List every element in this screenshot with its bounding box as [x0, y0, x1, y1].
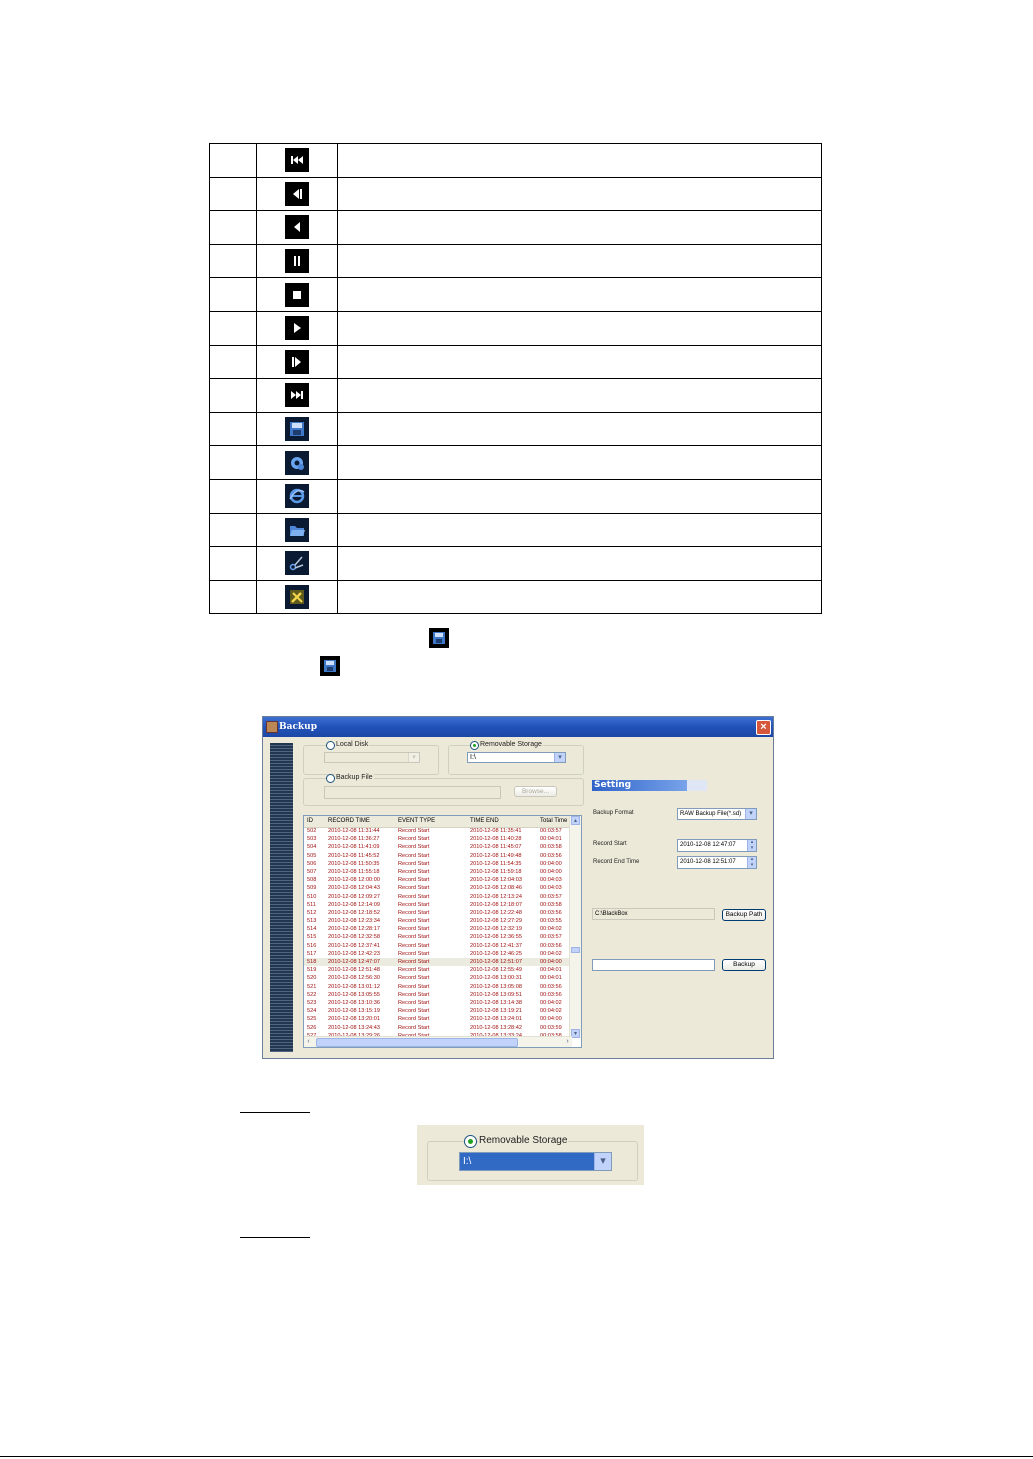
icon-number-cell — [210, 345, 257, 379]
icon-cell — [257, 412, 338, 446]
stop-icon — [285, 283, 309, 307]
icon-number-cell — [210, 412, 257, 446]
icon-number-cell — [210, 446, 257, 480]
save-backup-icon — [429, 628, 449, 648]
table-cell: 2010-12-08 12:09:27 — [328, 893, 380, 900]
table-row[interactable] — [304, 843, 571, 851]
table-cell: 515 — [307, 934, 317, 941]
table-cell: 2010-12-08 13:14:38 — [470, 999, 522, 1006]
table-cell: 2010-12-08 12:56:30 — [328, 975, 380, 982]
column-header-time-end[interactable]: TIME END — [470, 818, 499, 824]
play-icon — [285, 316, 309, 340]
table-cell: 2010-12-08 11:45:07 — [470, 844, 522, 851]
table-cell: 517 — [307, 950, 317, 957]
table-cell: 514 — [307, 926, 317, 933]
icon-table-row — [210, 412, 822, 446]
icon-cell — [257, 345, 338, 379]
scroll-right-icon[interactable]: › — [566, 1038, 569, 1045]
table-cell: Record Start — [398, 918, 430, 925]
save-backup-icon — [285, 417, 309, 441]
table-cell: 2010-12-08 11:55:18 — [328, 868, 380, 875]
column-header-total-time[interactable]: Total Time — [540, 818, 568, 824]
table-cell: 00:03:59 — [540, 1024, 562, 1031]
table-cell: 522 — [307, 991, 317, 998]
table-row[interactable] — [304, 901, 571, 909]
table-cell: 2010-12-08 11:41:09 — [328, 844, 380, 851]
table-cell: 512 — [307, 909, 317, 916]
table-cell: 00:03:57 — [540, 828, 562, 834]
icon-table-row — [210, 311, 822, 345]
table-cell: 00:04:01 — [540, 836, 562, 843]
table-cell: 2010-12-08 11:45:52 — [328, 852, 380, 859]
table-cell: 00:04:02 — [540, 926, 562, 933]
table-cell: Record Start — [398, 868, 430, 875]
setting-title-underline — [687, 780, 707, 791]
table-row[interactable] — [304, 983, 571, 991]
table-cell: Record Start — [398, 844, 430, 851]
table-cell: 521 — [307, 983, 317, 990]
icon-number-cell — [210, 144, 257, 178]
skip-to-end-icon — [285, 383, 309, 407]
list-rows — [304, 827, 571, 1040]
table-cell: 2010-12-08 12:00:00 — [328, 877, 380, 884]
icon-description-cell — [338, 513, 822, 547]
table-cell: 2010-12-08 12:55:49 — [470, 967, 522, 974]
icon-description-cell — [338, 244, 822, 278]
table-cell: 00:03:57 — [540, 893, 562, 900]
table-cell: 2010-12-08 13:00:31 — [470, 975, 522, 982]
icon-description-cell — [338, 345, 822, 379]
icon-number-cell — [210, 278, 257, 312]
icon-description-cell — [338, 446, 822, 480]
play-reverse-icon — [285, 215, 309, 239]
table-cell: Record Start — [398, 934, 430, 941]
icon-cell — [257, 177, 338, 211]
local-disk-radio[interactable] — [326, 741, 335, 750]
removable-storage-closeup — [417, 1125, 644, 1185]
vertical-scroll-thumb[interactable] — [571, 947, 580, 953]
table-cell: 00:04:02 — [540, 1008, 562, 1015]
internet-explorer-icon — [285, 484, 309, 508]
icon-table-row — [210, 278, 822, 312]
table-cell: 2010-12-08 13:24:01 — [470, 1016, 522, 1023]
removable-storage-select[interactable] — [467, 752, 566, 763]
table-row[interactable] — [304, 999, 571, 1007]
icon-description-cell — [338, 412, 822, 446]
icon-description-cell — [338, 177, 822, 211]
table-cell: 00:04:02 — [540, 999, 562, 1006]
table-cell: 00:03:58 — [540, 844, 562, 851]
table-cell: 00:03:56 — [540, 942, 562, 949]
backup-progress-bar — [592, 959, 715, 971]
table-cell: 2010-12-08 13:05:08 — [470, 983, 522, 990]
table-cell: Record Start — [398, 885, 430, 892]
table-cell: Record Start — [398, 991, 430, 998]
icon-number-cell — [210, 244, 257, 278]
table-cell: 2010-12-08 11:35:41 — [470, 828, 522, 834]
title-bar — [263, 717, 773, 737]
chevron-down-icon: ▾ — [554, 753, 565, 762]
column-header-event-type[interactable]: EVENT TYPE — [398, 818, 436, 824]
table-row[interactable] — [304, 860, 571, 868]
text-underline — [240, 1237, 310, 1238]
table-cell: 503 — [307, 836, 317, 843]
spin-down-icon[interactable]: ▾ — [747, 846, 756, 852]
icon-number-cell — [210, 479, 257, 513]
table-cell: 00:04:02 — [540, 950, 562, 957]
table-cell: 00:03:56 — [540, 983, 562, 990]
table-row[interactable] — [304, 958, 571, 966]
table-row[interactable] — [304, 991, 571, 999]
removable-storage-value: I:\ — [463, 1156, 472, 1167]
table-cell: Record Start — [398, 983, 430, 990]
horizontal-scroll-thumb[interactable] — [316, 1038, 518, 1047]
table-cell: 2010-12-08 12:23:34 — [328, 918, 380, 925]
table-cell: 502 — [307, 828, 317, 834]
table-cell: 2010-12-08 12:13:24 — [470, 893, 522, 900]
removable-storage-radio[interactable] — [470, 741, 479, 750]
icon-table-row — [210, 547, 822, 581]
column-header-id[interactable]: ID — [307, 818, 313, 824]
scroll-up-icon[interactable]: ▴ — [571, 816, 580, 825]
table-row[interactable] — [304, 942, 571, 950]
table-cell: 00:03:55 — [540, 918, 562, 925]
table-cell: 2010-12-08 12:18:07 — [470, 901, 522, 908]
table-cell: 2010-12-08 12:04:03 — [470, 877, 522, 884]
table-cell: 2010-12-08 13:09:51 — [470, 991, 522, 998]
table-row[interactable] — [304, 925, 571, 933]
record-end-time-label: Record End Time — [593, 859, 640, 865]
local-disk-label: Local Disk — [336, 741, 369, 748]
table-cell: 511 — [307, 901, 316, 908]
spin-up-icon[interactable]: ▴ — [747, 857, 756, 863]
scroll-left-icon[interactable]: ‹ — [307, 1038, 310, 1045]
table-cell: 00:04:00 — [540, 860, 562, 867]
table-cell: 00:03:56 — [540, 909, 562, 916]
icon-number-cell — [210, 580, 257, 614]
icon-table-row — [210, 211, 822, 245]
table-cell: 505 — [307, 852, 317, 859]
icon-description-cell — [338, 479, 822, 513]
side-strip — [270, 743, 293, 1052]
table-cell: 2010-12-08 12:28:17 — [328, 926, 380, 933]
local-disk-select[interactable] — [324, 752, 420, 763]
table-cell: 504 — [307, 844, 317, 851]
table-cell: 2010-12-08 12:37:41 — [328, 942, 380, 949]
table-cell: 00:04:00 — [540, 959, 562, 965]
icon-number-cell — [210, 547, 257, 581]
close-icon: × — [760, 721, 767, 733]
table-row[interactable] — [304, 950, 571, 958]
icon-cell — [257, 211, 338, 245]
icon-number-cell — [210, 513, 257, 547]
table-cell: 2010-12-08 13:20:01 — [328, 1016, 380, 1023]
table-cell: Record Start — [398, 926, 430, 933]
pause-icon — [285, 249, 309, 273]
removable-storage-value: I:\ — [470, 754, 476, 761]
table-cell: 2010-12-08 13:19:21 — [470, 1008, 522, 1015]
record-end-time-spinner[interactable] — [677, 856, 757, 869]
record-start-label: Record Start — [593, 841, 627, 847]
icon-table-row — [210, 345, 822, 379]
table-cell: Record Start — [398, 942, 430, 949]
icon-table-row — [210, 244, 822, 278]
table-cell: 2010-12-08 12:22:48 — [470, 909, 522, 916]
table-row[interactable] — [304, 966, 571, 974]
table-cell: 00:04:03 — [540, 877, 562, 884]
table-cell: Record Start — [398, 860, 430, 867]
spin-down-icon[interactable]: ▾ — [747, 863, 756, 869]
backup-path-input[interactable] — [592, 908, 715, 920]
table-cell: 00:03:56 — [540, 991, 562, 998]
table-cell: Record Start — [398, 975, 430, 982]
icon-cell — [257, 144, 338, 178]
table-cell: 523 — [307, 999, 317, 1006]
table-row[interactable] — [304, 1007, 571, 1015]
app-icon — [266, 721, 278, 733]
chevron-down-icon: ▾ — [594, 1153, 611, 1170]
skip-to-start-icon — [285, 148, 309, 172]
table-cell: Record Start — [398, 828, 430, 834]
table-cell: 2010-12-08 12:42:23 — [328, 950, 380, 957]
icon-table-row — [210, 580, 822, 614]
table-cell: 2010-12-08 11:49:48 — [470, 852, 522, 859]
table-cell: 2010-12-08 12:51:48 — [328, 967, 380, 974]
record-list[interactable] — [303, 815, 582, 1048]
table-cell: 2010-12-08 12:27:29 — [470, 918, 522, 925]
table-cell: Record Start — [398, 901, 430, 908]
table-row[interactable] — [304, 893, 571, 901]
backup-button[interactable]: Backup — [722, 959, 766, 971]
window-title: Backup — [279, 722, 317, 732]
table-cell: 2010-12-08 13:15:19 — [328, 1008, 380, 1015]
icon-description-cell — [338, 379, 822, 413]
icon-table-row — [210, 144, 822, 178]
table-row[interactable] — [304, 884, 571, 892]
table-cell: 00:04:03 — [540, 885, 562, 892]
table-cell: 2010-12-08 11:31:44 — [328, 828, 380, 834]
table-cell: 509 — [307, 885, 317, 892]
table-cell: Record Start — [398, 877, 430, 884]
tools-icon — [285, 585, 309, 609]
browse-button[interactable]: Browse... — [514, 786, 557, 797]
icon-description-cell — [338, 278, 822, 312]
table-cell: 2010-12-08 12:32:19 — [470, 926, 522, 933]
icon-description-cell — [338, 547, 822, 581]
table-cell: 2010-12-08 12:04:43 — [328, 885, 380, 892]
table-row[interactable] — [304, 868, 571, 876]
horizontal-scrollbar[interactable] — [304, 1036, 572, 1047]
table-cell: 2010-12-08 12:51:07 — [470, 959, 522, 965]
table-row[interactable] — [304, 933, 571, 941]
table-cell: 513 — [307, 918, 317, 925]
table-cell: Record Start — [398, 836, 430, 843]
table-cell: 2010-12-08 11:50:35 — [328, 860, 380, 867]
backup-path-button[interactable]: Backup Path — [722, 909, 766, 921]
table-cell: 2010-12-08 12:36:55 — [470, 934, 522, 941]
table-row[interactable] — [304, 835, 571, 843]
icon-cell — [257, 547, 338, 581]
table-cell: 2010-12-08 11:54:35 — [470, 860, 522, 867]
table-row[interactable] — [304, 917, 571, 925]
icon-description-cell — [338, 144, 822, 178]
icon-number-cell — [210, 211, 257, 245]
table-cell: 2010-12-08 12:47:07 — [328, 959, 380, 965]
icon-table-row — [210, 379, 822, 413]
backup-format-select[interactable] — [677, 808, 757, 820]
table-cell: 2010-12-08 13:28:42 — [470, 1024, 522, 1031]
icon-table-row — [210, 446, 822, 480]
step-forward-icon — [285, 350, 309, 374]
table-cell: Record Start — [398, 909, 430, 916]
icon-number-cell — [210, 311, 257, 345]
removable-storage-select[interactable] — [459, 1152, 612, 1171]
table-cell: Record Start — [398, 1024, 430, 1031]
table-cell: Record Start — [398, 893, 430, 900]
table-cell: 2010-12-08 13:01:12 — [328, 983, 380, 990]
backup-window — [262, 716, 774, 1059]
table-cell: 2010-12-08 11:40:28 — [470, 836, 522, 843]
icon-description-cell — [338, 311, 822, 345]
spin-up-icon[interactable]: ▴ — [747, 840, 756, 846]
icon-cell — [257, 244, 338, 278]
table-cell: 526 — [307, 1024, 317, 1031]
table-row[interactable] — [304, 876, 571, 884]
table-cell: 519 — [307, 967, 317, 974]
table-cell: 00:04:00 — [540, 1016, 562, 1023]
record-start-value: 2010-12-08 12:47:07 — [680, 842, 736, 848]
vertical-scrollbar[interactable] — [569, 816, 581, 1038]
record-start-spinner[interactable] — [677, 839, 757, 852]
icon-cell — [257, 311, 338, 345]
backup-file-path-input[interactable] — [324, 786, 501, 799]
icon-cell — [257, 379, 338, 413]
page-bottom-rule — [0, 1456, 1033, 1457]
scroll-down-icon[interactable]: ▾ — [571, 1029, 580, 1038]
table-cell: 00:03:56 — [540, 852, 562, 859]
table-row[interactable] — [304, 827, 571, 835]
column-header-record-time[interactable]: RECORD TIME — [328, 818, 370, 824]
setting-title: Setting — [592, 780, 689, 791]
table-cell: 2010-12-08 12:08:46 — [470, 885, 522, 892]
icon-cell — [257, 278, 338, 312]
table-cell: Record Start — [398, 1016, 430, 1023]
step-back-icon — [285, 182, 309, 206]
text-underline — [240, 1112, 310, 1113]
snapshot-scissors-icon — [285, 551, 309, 575]
record-end-time-value: 2010-12-08 12:51:07 — [680, 859, 736, 865]
table-cell: 525 — [307, 1016, 317, 1023]
table-cell: 516 — [307, 942, 317, 949]
table-cell: 520 — [307, 975, 317, 982]
table-row[interactable] — [304, 1024, 571, 1032]
icon-cell — [257, 513, 338, 547]
table-cell: 00:03:57 — [540, 934, 562, 941]
icon-number-cell — [210, 379, 257, 413]
table-cell: 510 — [307, 893, 317, 900]
table-row[interactable] — [304, 852, 571, 860]
backup-format-label: Backup Format — [593, 810, 634, 816]
table-cell: 508 — [307, 877, 317, 884]
table-cell: Record Start — [398, 852, 430, 859]
settings-gear-icon — [285, 451, 309, 475]
table-cell: Record Start — [398, 999, 430, 1006]
table-cell: 2010-12-08 12:46:25 — [470, 950, 522, 957]
table-cell: 2010-12-08 11:59:18 — [470, 868, 522, 875]
table-cell: Record Start — [398, 959, 430, 965]
icon-description-cell — [338, 211, 822, 245]
table-cell: Record Start — [398, 950, 430, 957]
icon-cell — [257, 446, 338, 480]
table-cell: Record Start — [398, 967, 430, 974]
icon-table-row — [210, 177, 822, 211]
table-cell: 507 — [307, 868, 317, 875]
table-cell: 2010-12-08 13:05:55 — [328, 991, 380, 998]
removable-storage-label: Removable Storage — [480, 741, 542, 748]
close-button[interactable] — [756, 720, 771, 735]
open-folder-icon — [285, 518, 309, 542]
icon-number-cell — [210, 177, 257, 211]
table-cell: 2010-12-08 12:41:37 — [470, 942, 522, 949]
icon-cell — [257, 479, 338, 513]
removable-storage-label: Removable Storage — [479, 1135, 568, 1146]
removable-storage-radio[interactable] — [464, 1135, 477, 1148]
table-row[interactable] — [304, 909, 571, 917]
backup-path-value: C:\BlackBox — [595, 911, 628, 917]
table-cell: 2010-12-08 12:18:52 — [328, 909, 380, 916]
table-cell: 524 — [307, 1008, 317, 1015]
icon-description-cell — [338, 580, 822, 614]
table-cell: Record Start — [398, 1008, 430, 1015]
backup-format-value: RAW Backup File(*.sd) — [680, 811, 742, 817]
icon-table-row — [210, 513, 822, 547]
table-cell: 00:03:58 — [540, 901, 562, 908]
table-cell: 2010-12-08 12:14:09 — [328, 901, 380, 908]
table-cell: 00:04:01 — [540, 967, 562, 974]
icon-table-row — [210, 479, 822, 513]
table-cell: 2010-12-08 13:24:43 — [328, 1024, 380, 1031]
table-row[interactable] — [304, 1015, 571, 1023]
backup-file-radio[interactable] — [326, 774, 335, 783]
icon-reference-table — [209, 143, 822, 614]
save-backup-icon — [320, 656, 340, 676]
table-cell: 2010-12-08 12:32:58 — [328, 934, 380, 941]
table-cell: 506 — [307, 860, 317, 867]
table-cell: 2010-12-08 11:36:27 — [328, 836, 380, 843]
chevron-down-icon: ▾ — [745, 809, 756, 819]
chevron-down-icon: ▾ — [408, 753, 419, 762]
table-cell: 00:04:01 — [540, 975, 562, 982]
backup-file-label: Backup File — [336, 774, 373, 781]
table-row[interactable] — [304, 974, 571, 982]
table-cell: 518 — [307, 959, 317, 965]
table-cell: 00:04:00 — [540, 868, 562, 875]
table-cell: 2010-12-08 13:10:36 — [328, 999, 380, 1006]
icon-cell — [257, 580, 338, 614]
